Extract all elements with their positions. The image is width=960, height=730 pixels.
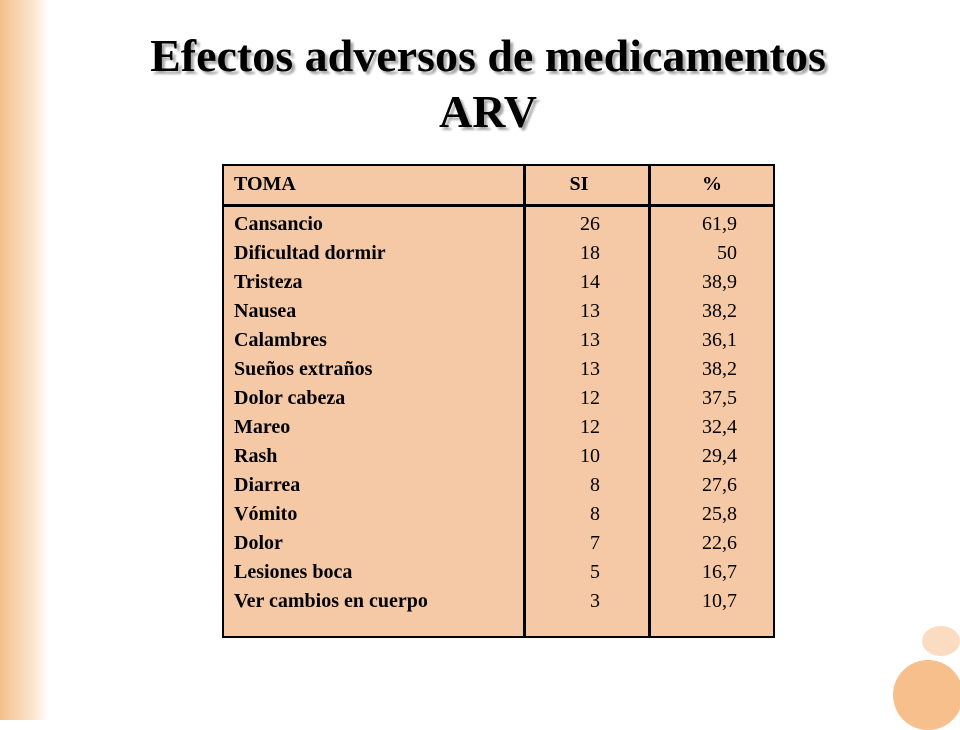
row-effect-name: Lesiones boca — [234, 561, 353, 583]
title-line-1: Efectos adversos de medicamentos — [150, 30, 826, 81]
row-percent: 61,9 — [702, 213, 737, 235]
table-row — [224, 442, 773, 471]
row-si-count: 8 — [590, 503, 600, 525]
table-row — [224, 500, 773, 529]
table-row — [224, 413, 773, 442]
row-percent: 22,6 — [702, 532, 737, 554]
row-percent: 38,2 — [702, 358, 737, 380]
row-percent: 27,6 — [702, 474, 737, 496]
row-percent: 38,2 — [702, 300, 737, 322]
row-si-count: 3 — [590, 590, 600, 612]
row-si-count: 8 — [590, 474, 600, 496]
table-row — [224, 326, 773, 355]
header-toma: TOMA — [234, 173, 296, 195]
decorative-circle-small — [922, 626, 960, 656]
row-si-count: 13 — [580, 329, 600, 351]
row-si-count: 13 — [580, 358, 600, 380]
table-row — [224, 384, 773, 413]
row-si-count: 10 — [580, 445, 600, 467]
row-percent: 16,7 — [702, 561, 737, 583]
row-si-count: 12 — [580, 416, 600, 438]
row-effect-name: Sueños extraños — [234, 358, 373, 380]
header-si: SI — [569, 173, 589, 195]
title-line-2: ARV — [438, 86, 538, 137]
row-effect-name: Mareo — [234, 416, 291, 438]
table-row — [224, 558, 773, 587]
table-row — [224, 268, 773, 297]
row-si-count: 7 — [590, 532, 600, 554]
table-row — [224, 587, 773, 616]
side-gradient-bar — [0, 0, 48, 720]
row-effect-name: Cansancio — [234, 213, 323, 235]
row-si-count: 26 — [580, 213, 600, 235]
row-si-count: 12 — [580, 387, 600, 409]
table-body — [224, 210, 773, 616]
row-percent: 10,7 — [702, 590, 737, 612]
row-percent: 32,4 — [702, 416, 737, 438]
adverse-effects-table — [222, 164, 775, 638]
row-percent: 38,9 — [702, 271, 737, 293]
row-effect-name: Vómito — [234, 503, 298, 525]
table-row — [224, 355, 773, 384]
table-row — [224, 297, 773, 326]
table-row — [224, 471, 773, 500]
header-divider — [224, 204, 773, 207]
row-effect-name: Ver cambios en cuerpo — [234, 590, 428, 612]
row-si-count: 18 — [580, 242, 600, 264]
row-effect-name: Calambres — [234, 329, 327, 351]
row-si-count: 13 — [580, 300, 600, 322]
row-percent: 37,5 — [702, 387, 737, 409]
header-percent: % — [702, 173, 722, 195]
row-percent: 29,4 — [702, 445, 737, 467]
row-percent: 25,8 — [702, 503, 737, 525]
row-effect-name: Dolor — [234, 532, 283, 554]
table-row — [224, 239, 773, 268]
row-effect-name: Dificultad dormir — [234, 242, 386, 264]
slide-title — [48, 28, 928, 140]
row-si-count: 14 — [580, 271, 600, 293]
row-percent: 50 — [717, 242, 737, 264]
row-effect-name: Nausea — [234, 300, 297, 322]
row-si-count: 5 — [590, 561, 600, 583]
row-effect-name: Dolor cabeza — [234, 387, 346, 409]
table-row — [224, 529, 773, 558]
table-row — [224, 210, 773, 239]
row-effect-name: Diarrea — [234, 474, 301, 496]
row-percent: 36,1 — [702, 329, 737, 351]
row-effect-name: Rash — [234, 445, 278, 467]
row-effect-name: Tristeza — [234, 271, 303, 293]
